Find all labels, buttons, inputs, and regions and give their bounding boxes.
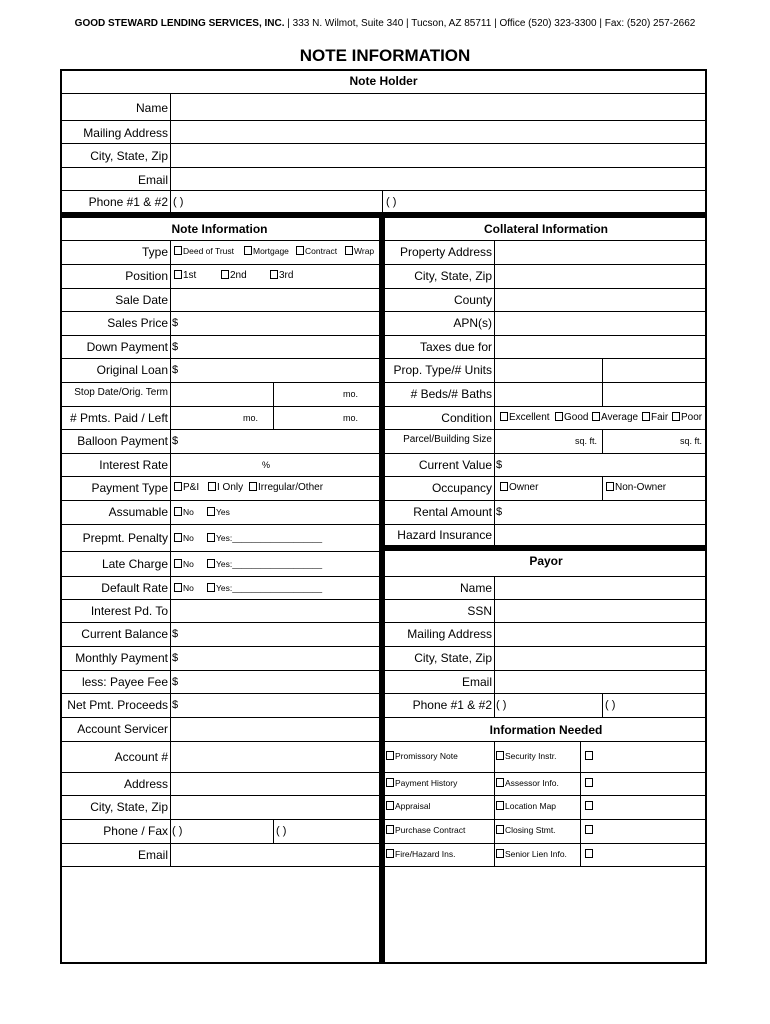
note-info-field-18[interactable] xyxy=(171,671,377,692)
checkbox-icon xyxy=(386,801,394,810)
checkbox-icon xyxy=(386,751,394,760)
fax-paren-2: ( ) xyxy=(276,825,287,837)
payor-field-4[interactable] xyxy=(495,671,705,692)
payment-type-option-label: P&I xyxy=(183,482,200,493)
payor-field-2[interactable] xyxy=(495,623,705,645)
no-checkbox[interactable] xyxy=(174,507,194,517)
grid-line xyxy=(60,866,379,867)
note-info-label: Net Pmt. Proceeds xyxy=(67,698,168,712)
servicer-label: Address xyxy=(123,776,168,791)
collateral-label: # Beds/# Baths xyxy=(410,387,492,401)
grid-line xyxy=(602,476,603,500)
needed-a-3-checkbox-0[interactable] xyxy=(386,825,465,835)
note-holder-label: Mailing Address xyxy=(83,125,168,140)
checkbox-icon xyxy=(496,801,504,810)
note-info-field-3[interactable] xyxy=(171,312,377,334)
checkbox-icon xyxy=(207,507,215,516)
yes-label: Yes:___________________ xyxy=(216,558,323,569)
collateral-heading: Collateral Information xyxy=(483,222,608,236)
note-info-label: Payment Type xyxy=(91,481,168,495)
collateral-label: Hazard Insurance xyxy=(397,527,492,542)
type-checkbox-3[interactable] xyxy=(345,246,374,256)
needed-b-3-option-label: Closing Stmt. xyxy=(505,825,556,835)
needed-b-1-option-label: Assessor Info. xyxy=(505,777,559,788)
checkbox-icon xyxy=(585,778,593,787)
collateral-field-5[interactable] xyxy=(495,359,705,381)
note-info-field-16[interactable] xyxy=(171,623,377,645)
note-info-field-11[interactable] xyxy=(171,501,377,523)
dollar-sign: $ xyxy=(172,652,179,664)
position-option-label: 2nd xyxy=(230,270,247,281)
payment-type-option-label: Irregular/Other xyxy=(258,482,324,493)
needed-a-1-checkbox-0[interactable] xyxy=(386,778,457,788)
checkbox-icon xyxy=(345,246,353,255)
occupancy-option-label: Non-Owner xyxy=(615,482,667,493)
needed-a-0-checkbox-0[interactable] xyxy=(386,751,458,761)
no-label: No xyxy=(183,507,194,517)
dollar-sign: $ xyxy=(172,317,179,329)
note-info-label: Default Rate xyxy=(101,580,168,595)
payor-label: City, State, Zip xyxy=(414,651,492,665)
value-dollar: $ xyxy=(496,458,503,471)
no-label: No xyxy=(183,558,194,569)
dollar-sign: $ xyxy=(172,699,179,711)
servicer-label: Phone / Fax xyxy=(103,824,168,838)
note-info-label: Position xyxy=(125,269,168,283)
checkbox-icon xyxy=(221,270,229,279)
collateral-field-4[interactable] xyxy=(495,336,705,357)
servicer-field-1[interactable] xyxy=(171,773,377,794)
note-holder-label: City, State, Zip xyxy=(90,149,168,163)
note-info-field-4[interactable] xyxy=(171,336,377,357)
needed-b-3-checkbox-0[interactable] xyxy=(496,825,556,835)
payor-label: SSN xyxy=(467,603,492,618)
checkbox-icon xyxy=(207,559,215,568)
payment-type-option-label: I Only xyxy=(217,482,244,493)
note-info-label: Sale Date xyxy=(115,292,168,307)
note-info-label: less: Payee Fee xyxy=(81,674,168,689)
note-info-label: Monthly Payment xyxy=(75,651,168,665)
servicer-field-2[interactable] xyxy=(171,796,377,818)
note-info-field-5[interactable] xyxy=(171,359,377,381)
payor-field-0[interactable] xyxy=(495,577,705,598)
note-holder-field-3[interactable] xyxy=(171,168,705,189)
condition-option-label: Excellent xyxy=(509,411,550,423)
yes-checkbox[interactable] xyxy=(207,507,230,517)
condition-option-label: Average xyxy=(601,411,639,423)
note-info-label: Assumable xyxy=(108,505,168,519)
condition-checkbox-3[interactable] xyxy=(642,412,668,423)
note-info-heading: Note Information xyxy=(171,222,268,236)
collateral-label: County xyxy=(453,292,492,307)
needed-a-0-option-label: Promissory Note xyxy=(395,750,458,761)
grid-line xyxy=(494,819,495,843)
dollar-sign: $ xyxy=(172,675,179,688)
needed-other-checkbox[interactable] xyxy=(585,778,594,789)
needed-other-checkbox[interactable] xyxy=(585,801,594,812)
checkbox-icon xyxy=(496,849,504,858)
checkbox-icon xyxy=(174,583,182,592)
note-holder-label: Email xyxy=(137,172,168,187)
info-needed-heading: Information Needed xyxy=(489,723,603,737)
needed-other-checkbox[interactable] xyxy=(585,751,594,762)
checkbox-icon xyxy=(496,751,504,760)
servicer-label: City, State, Zip xyxy=(90,800,168,814)
needed-other-checkbox[interactable] xyxy=(585,849,594,860)
grid-line xyxy=(580,843,581,866)
note-holder-label: Phone #1 & #2 xyxy=(88,195,168,209)
checkbox-icon xyxy=(296,246,304,255)
checkbox-icon xyxy=(174,507,182,516)
condition-checkbox-1[interactable] xyxy=(555,412,588,423)
payor-heading: Payor xyxy=(529,554,563,568)
payor-label: Mailing Address xyxy=(407,627,492,641)
no-checkbox[interactable] xyxy=(174,559,194,569)
occupancy-option-label: Owner xyxy=(509,482,539,493)
condition-option-label: Poor xyxy=(681,411,703,423)
note-info-label: Interest Rate xyxy=(99,457,168,472)
collateral-field-6[interactable] xyxy=(495,383,705,405)
type-option-label: Mortgage xyxy=(253,246,289,256)
note-info-label: Prepmt. Penalty xyxy=(82,530,168,545)
needed-a-2-checkbox-0[interactable] xyxy=(386,801,430,811)
payor-field-3[interactable] xyxy=(495,647,705,669)
position-checkbox-1[interactable] xyxy=(221,270,247,281)
term-mo: mo. xyxy=(343,389,359,399)
checkbox-icon xyxy=(244,246,252,255)
note-holder-field-2[interactable] xyxy=(171,144,705,166)
no-checkbox[interactable] xyxy=(174,583,194,593)
checkbox-icon xyxy=(585,849,593,858)
grid-line xyxy=(580,741,581,772)
note-holder-heading: Note Holder xyxy=(349,74,418,88)
condition-checkbox-2[interactable] xyxy=(592,412,638,423)
type-option-label: Deed of Trust xyxy=(183,246,235,256)
checkbox-icon xyxy=(174,533,182,542)
needed-other-checkbox[interactable] xyxy=(585,825,594,836)
note-info-label: Down Payment xyxy=(86,339,168,354)
payor-field-1[interactable] xyxy=(495,600,705,621)
needed-a-4-option-label: Fire/Hazard Ins. xyxy=(395,848,456,859)
servicer-field-4[interactable] xyxy=(171,844,377,865)
checkbox-icon xyxy=(672,412,680,421)
payment-type-checkbox-2[interactable] xyxy=(249,482,323,493)
note-holder-field-4[interactable] xyxy=(171,191,705,211)
collateral-field-8[interactable] xyxy=(495,430,705,452)
checkbox-icon xyxy=(174,559,182,568)
collateral-field-2[interactable] xyxy=(495,289,705,310)
condition-checkbox-0[interactable] xyxy=(500,412,550,423)
servicer-field-0[interactable] xyxy=(171,742,377,771)
checkbox-icon xyxy=(270,270,278,279)
needed-a-4-checkbox-0[interactable] xyxy=(386,849,455,859)
position-checkbox-2[interactable] xyxy=(270,270,293,281)
grid-line xyxy=(385,795,707,796)
needed-b-0-option-label: Security Instr. xyxy=(505,750,557,761)
position-checkbox-0[interactable] xyxy=(174,270,196,281)
collateral-label: Current Value xyxy=(418,457,492,472)
checkbox-icon xyxy=(500,482,508,491)
occupancy-checkbox-1[interactable] xyxy=(606,482,666,493)
dollar-sign: $ xyxy=(172,435,179,447)
occupancy-checkbox-0[interactable] xyxy=(500,482,538,493)
condition-option-label: Good xyxy=(564,411,589,423)
needed-b-4-option-label: Senior Lien Info. xyxy=(505,848,567,859)
grid-line xyxy=(273,382,274,429)
checkbox-icon xyxy=(174,246,182,255)
rent-dollar: $ xyxy=(496,506,503,518)
rate-percent: % xyxy=(262,459,271,470)
note-info-field-15[interactable] xyxy=(171,600,377,621)
payor-label: Email xyxy=(461,674,492,689)
note-info-field-9[interactable] xyxy=(171,454,377,475)
grid-line xyxy=(580,819,581,843)
grid-line xyxy=(385,843,707,844)
grid-line xyxy=(494,772,495,795)
grid-line xyxy=(580,772,581,795)
collateral-field-11[interactable] xyxy=(495,501,705,523)
checkbox-icon xyxy=(386,849,394,858)
grid-line xyxy=(580,795,581,819)
collateral-label: City, State, Zip xyxy=(414,269,492,283)
dollar-sign: $ xyxy=(172,628,179,640)
note-holder-label: Name xyxy=(135,100,168,115)
checkbox-icon xyxy=(496,825,504,834)
grid-line xyxy=(385,741,707,742)
grid-line xyxy=(385,772,707,773)
checkbox-icon xyxy=(496,778,504,787)
note-info-label: Stop Date/Orig. Term xyxy=(74,387,168,398)
type-checkbox-2[interactable] xyxy=(296,246,337,256)
checkbox-icon xyxy=(386,825,394,834)
grid-line xyxy=(382,190,383,212)
note-info-label: Interest Pd. To xyxy=(90,603,168,618)
needed-a-2-option-label: Appraisal xyxy=(395,801,431,811)
grid-line xyxy=(494,741,495,772)
checkbox-icon xyxy=(585,825,593,834)
condition-option-label: Fair xyxy=(651,411,669,423)
note-info-label: Sales Price xyxy=(107,316,168,330)
grid-line xyxy=(385,866,707,867)
position-option-label: 3rd xyxy=(279,270,294,281)
collateral-label: Prop. Type/# Units xyxy=(393,363,492,377)
phone1-paren: ( ) xyxy=(173,196,184,208)
grid-line xyxy=(494,795,495,819)
needed-a-3-option-label: Purchase Contract xyxy=(395,825,466,835)
note-info-field-8[interactable] xyxy=(171,430,377,452)
collateral-field-0[interactable] xyxy=(495,241,705,263)
checkbox-icon xyxy=(592,412,600,421)
note-info-label: Type xyxy=(141,245,168,259)
collateral-label: APN(s) xyxy=(453,316,492,330)
checkbox-icon xyxy=(500,412,508,421)
grid-line xyxy=(602,693,603,717)
dollar-sign: $ xyxy=(172,364,179,376)
yes-checkbox[interactable] xyxy=(207,583,322,593)
type-checkbox-1[interactable] xyxy=(244,246,289,256)
note-info-label: Balloon Payment xyxy=(77,434,168,448)
collateral-label: Condition xyxy=(441,410,492,425)
note-info-field-19[interactable] xyxy=(171,694,377,716)
type-checkbox-0[interactable] xyxy=(174,246,234,256)
needed-b-2-checkbox-0[interactable] xyxy=(496,801,556,811)
note-info-label: Account Servicer xyxy=(77,722,168,736)
company-address: | 333 N. Wilmot, Suite 340 | Tucson, AZ 85711 | Office (520) 323-3300 | Fax: (520) 257-2662 xyxy=(287,18,696,29)
payor-label: Name xyxy=(459,580,492,595)
note-holder-field-1[interactable] xyxy=(171,121,705,142)
grid-line xyxy=(273,819,274,843)
collateral-label: Rental Amount xyxy=(413,505,492,519)
note-info-field-20[interactable] xyxy=(171,718,377,740)
payment-type-checkbox-0[interactable] xyxy=(174,482,199,493)
paid-mo: mo. xyxy=(243,412,259,423)
checkbox-icon xyxy=(642,412,650,421)
no-label: No xyxy=(183,582,194,593)
yes-label: Yes xyxy=(216,507,230,517)
checkbox-icon xyxy=(174,270,182,279)
note-info-label: Original Loan xyxy=(96,363,168,377)
needed-a-1-option-label: Payment History xyxy=(395,777,458,788)
checkbox-icon xyxy=(208,482,216,491)
checkbox-icon xyxy=(606,482,614,491)
left-mo: mo. xyxy=(343,412,359,423)
section-divider xyxy=(385,545,707,551)
payor-field-5[interactable] xyxy=(495,694,705,716)
section-divider xyxy=(379,218,385,964)
grid-line xyxy=(385,819,707,820)
phone2-paren: ( ) xyxy=(386,196,397,208)
payor-label: Phone #1 & #2 xyxy=(412,698,492,712)
needed-b-2-option-label: Location Map xyxy=(505,801,557,811)
grid-line xyxy=(494,843,495,866)
checkbox-icon xyxy=(386,778,394,787)
condition-checkbox-4[interactable] xyxy=(672,412,702,423)
needed-b-0-checkbox-0[interactable] xyxy=(496,751,557,761)
note-holder-field-0[interactable] xyxy=(171,94,705,119)
yes-label: Yes:___________________ xyxy=(216,582,323,593)
checkbox-icon xyxy=(555,412,563,421)
dollar-sign: $ xyxy=(172,340,179,353)
position-option-label: 1st xyxy=(183,270,197,281)
needed-b-1-checkbox-0[interactable] xyxy=(496,778,559,788)
collateral-field-12[interactable] xyxy=(495,525,705,544)
payor-paren-2: ( ) xyxy=(605,699,616,711)
payment-type-checkbox-1[interactable] xyxy=(208,482,243,493)
grid-line xyxy=(602,358,603,406)
sqft-1: sq. ft. xyxy=(575,436,598,446)
checkbox-icon xyxy=(585,801,593,810)
collateral-field-1[interactable] xyxy=(495,265,705,287)
page-title: NOTE INFORMATION xyxy=(299,46,471,65)
checkbox-icon xyxy=(249,482,257,491)
note-info-field-2[interactable] xyxy=(171,289,377,310)
collateral-label: Parcel/Building Size xyxy=(403,434,492,445)
company-header xyxy=(0,18,770,29)
collateral-label: Taxes due for xyxy=(419,339,492,354)
note-info-label: # Pmts. Paid / Left xyxy=(69,410,168,425)
servicer-label: Email xyxy=(137,847,168,862)
collateral-label: Property Address xyxy=(399,245,492,259)
needed-b-4-checkbox-0[interactable] xyxy=(496,849,567,859)
note-info-field-17[interactable] xyxy=(171,647,377,669)
no-checkbox[interactable] xyxy=(174,533,194,543)
note-info-label: Late Charge xyxy=(101,556,168,571)
yes-checkbox[interactable] xyxy=(207,533,322,543)
yes-checkbox[interactable] xyxy=(207,559,322,569)
fax-paren-1: ( ) xyxy=(172,825,183,837)
note-info-label: Current Balance xyxy=(81,627,168,641)
checkbox-icon xyxy=(207,533,215,542)
type-option-label: Wrap xyxy=(354,246,375,256)
collateral-field-3[interactable] xyxy=(495,312,705,334)
servicer-field-3[interactable] xyxy=(171,820,377,842)
grid-line xyxy=(602,429,603,453)
collateral-label: Occupancy xyxy=(431,481,492,495)
yes-label: Yes:___________________ xyxy=(216,532,323,543)
company-name: GOOD STEWARD LENDING SERVICES, INC. xyxy=(74,18,285,29)
type-option-label: Contract xyxy=(305,246,338,256)
checkbox-icon xyxy=(585,751,593,760)
grid-line xyxy=(385,717,707,718)
servicer-label: Account # xyxy=(114,749,168,764)
checkbox-icon xyxy=(207,583,215,592)
sqft-2: sq. ft. xyxy=(680,436,703,446)
checkbox-icon xyxy=(174,482,182,491)
collateral-field-9[interactable] xyxy=(495,454,705,475)
no-label: No xyxy=(183,532,194,543)
payor-paren-1: ( ) xyxy=(496,699,507,711)
